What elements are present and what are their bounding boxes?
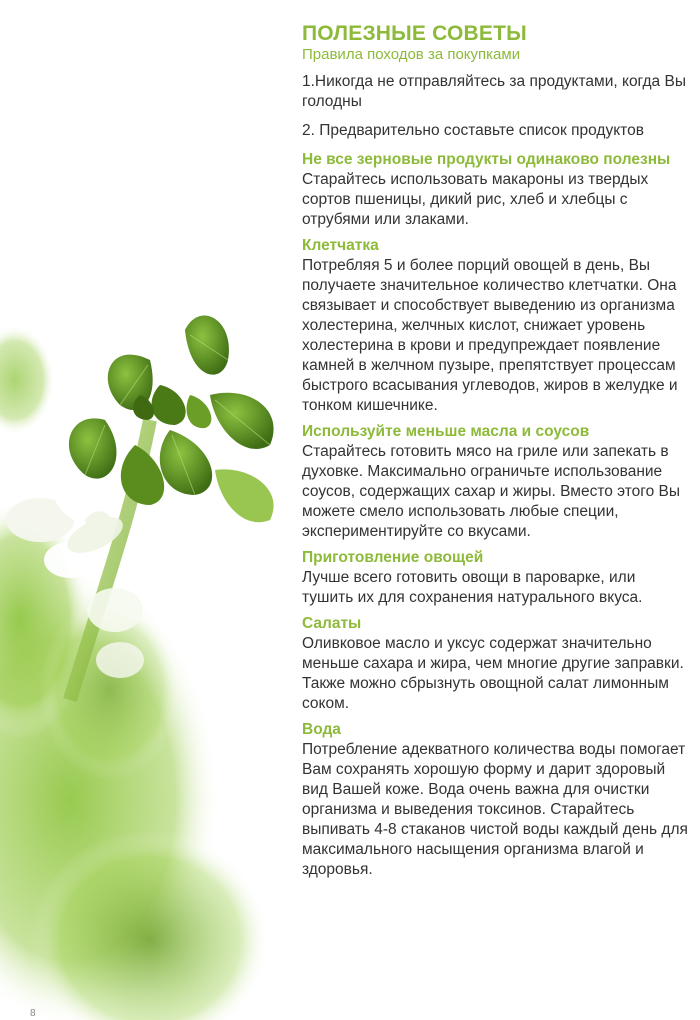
- section-text: Потребление адекватного количества воды помогает Вам сохранять хорошую форму и дарит здоровый вид Вашей коже. Вода очень важна для очистки организма и выведения токсинов. Старайтесь выпивать 4-8 стаканов чистой воды каждый день для максимального насыщения организма влагой и здоровья.: [302, 741, 688, 878]
- section-text: Потребляя 5 и более порций овощей в день, Вы получаете значительное количество клетчатки. Она связывает и способствует выведению из организма холестерина, желчных кислот, снижает уровень холестерина в крови и предупреждает появление камней в желчном пузыре, препятствует процессам быстрого всасывания углеводов, жиров в желудке и тонком кишечнике.: [302, 257, 678, 414]
- rule-item: 2. Предварительно составьте список продуктов: [302, 122, 644, 139]
- rule-item: 1.Никогда не отправляйтесь за продуктами, когда Вы голодны: [302, 73, 686, 110]
- section-less-oil: [302, 422, 690, 542]
- leaf-cluster: [69, 316, 274, 523]
- section-fiber: [302, 236, 690, 416]
- section-heading: Приготовление овощей: [302, 549, 484, 566]
- section-text: Оливковое масло и уксус содержат значительно меньше сахара и жира, чем многие другие заправки. Также можно сбрызнуть овощной салат лимонным соком.: [302, 635, 684, 712]
- section-heading: Используйте меньше масла и соусов: [302, 423, 590, 440]
- section-heading: Не все зерновые продукты одинаково полезны: [302, 151, 671, 168]
- section-vegetables: [302, 548, 690, 608]
- page-title: ПОЛЕЗНЫЕ СОВЕТЫ: [302, 22, 527, 45]
- section-text: Лучше всего готовить овощи в пароварке, или тушить их для сохранения натурального вкуса.: [302, 569, 643, 606]
- section-text: Старайтесь готовить мясо на гриле или запекать в духовке. Максимально ограничьте использование соусов, содержащих сахар и жиры. Вместо этого Вы можете смело использовать любые специи, экспериментируйте со вкусами.: [302, 443, 681, 540]
- basil-photo: [0, 0, 300, 1020]
- section-salads: [302, 614, 690, 714]
- section-heading: Вода: [302, 721, 341, 738]
- basil-illustration: [0, 0, 300, 1020]
- page-number: 8: [30, 1008, 36, 1019]
- section-water: [302, 720, 690, 880]
- section-grains: [302, 150, 690, 230]
- section-heading: Клетчатка: [302, 237, 379, 254]
- section-heading: Салаты: [302, 615, 362, 632]
- article: [302, 22, 690, 886]
- page-subtitle: Правила походов за покупками: [302, 46, 521, 63]
- section-text: Старайтесь использовать макароны из твердых сортов пшеницы, дикий рис, хлеб и хлебцы с отрубями или злаками.: [302, 171, 649, 228]
